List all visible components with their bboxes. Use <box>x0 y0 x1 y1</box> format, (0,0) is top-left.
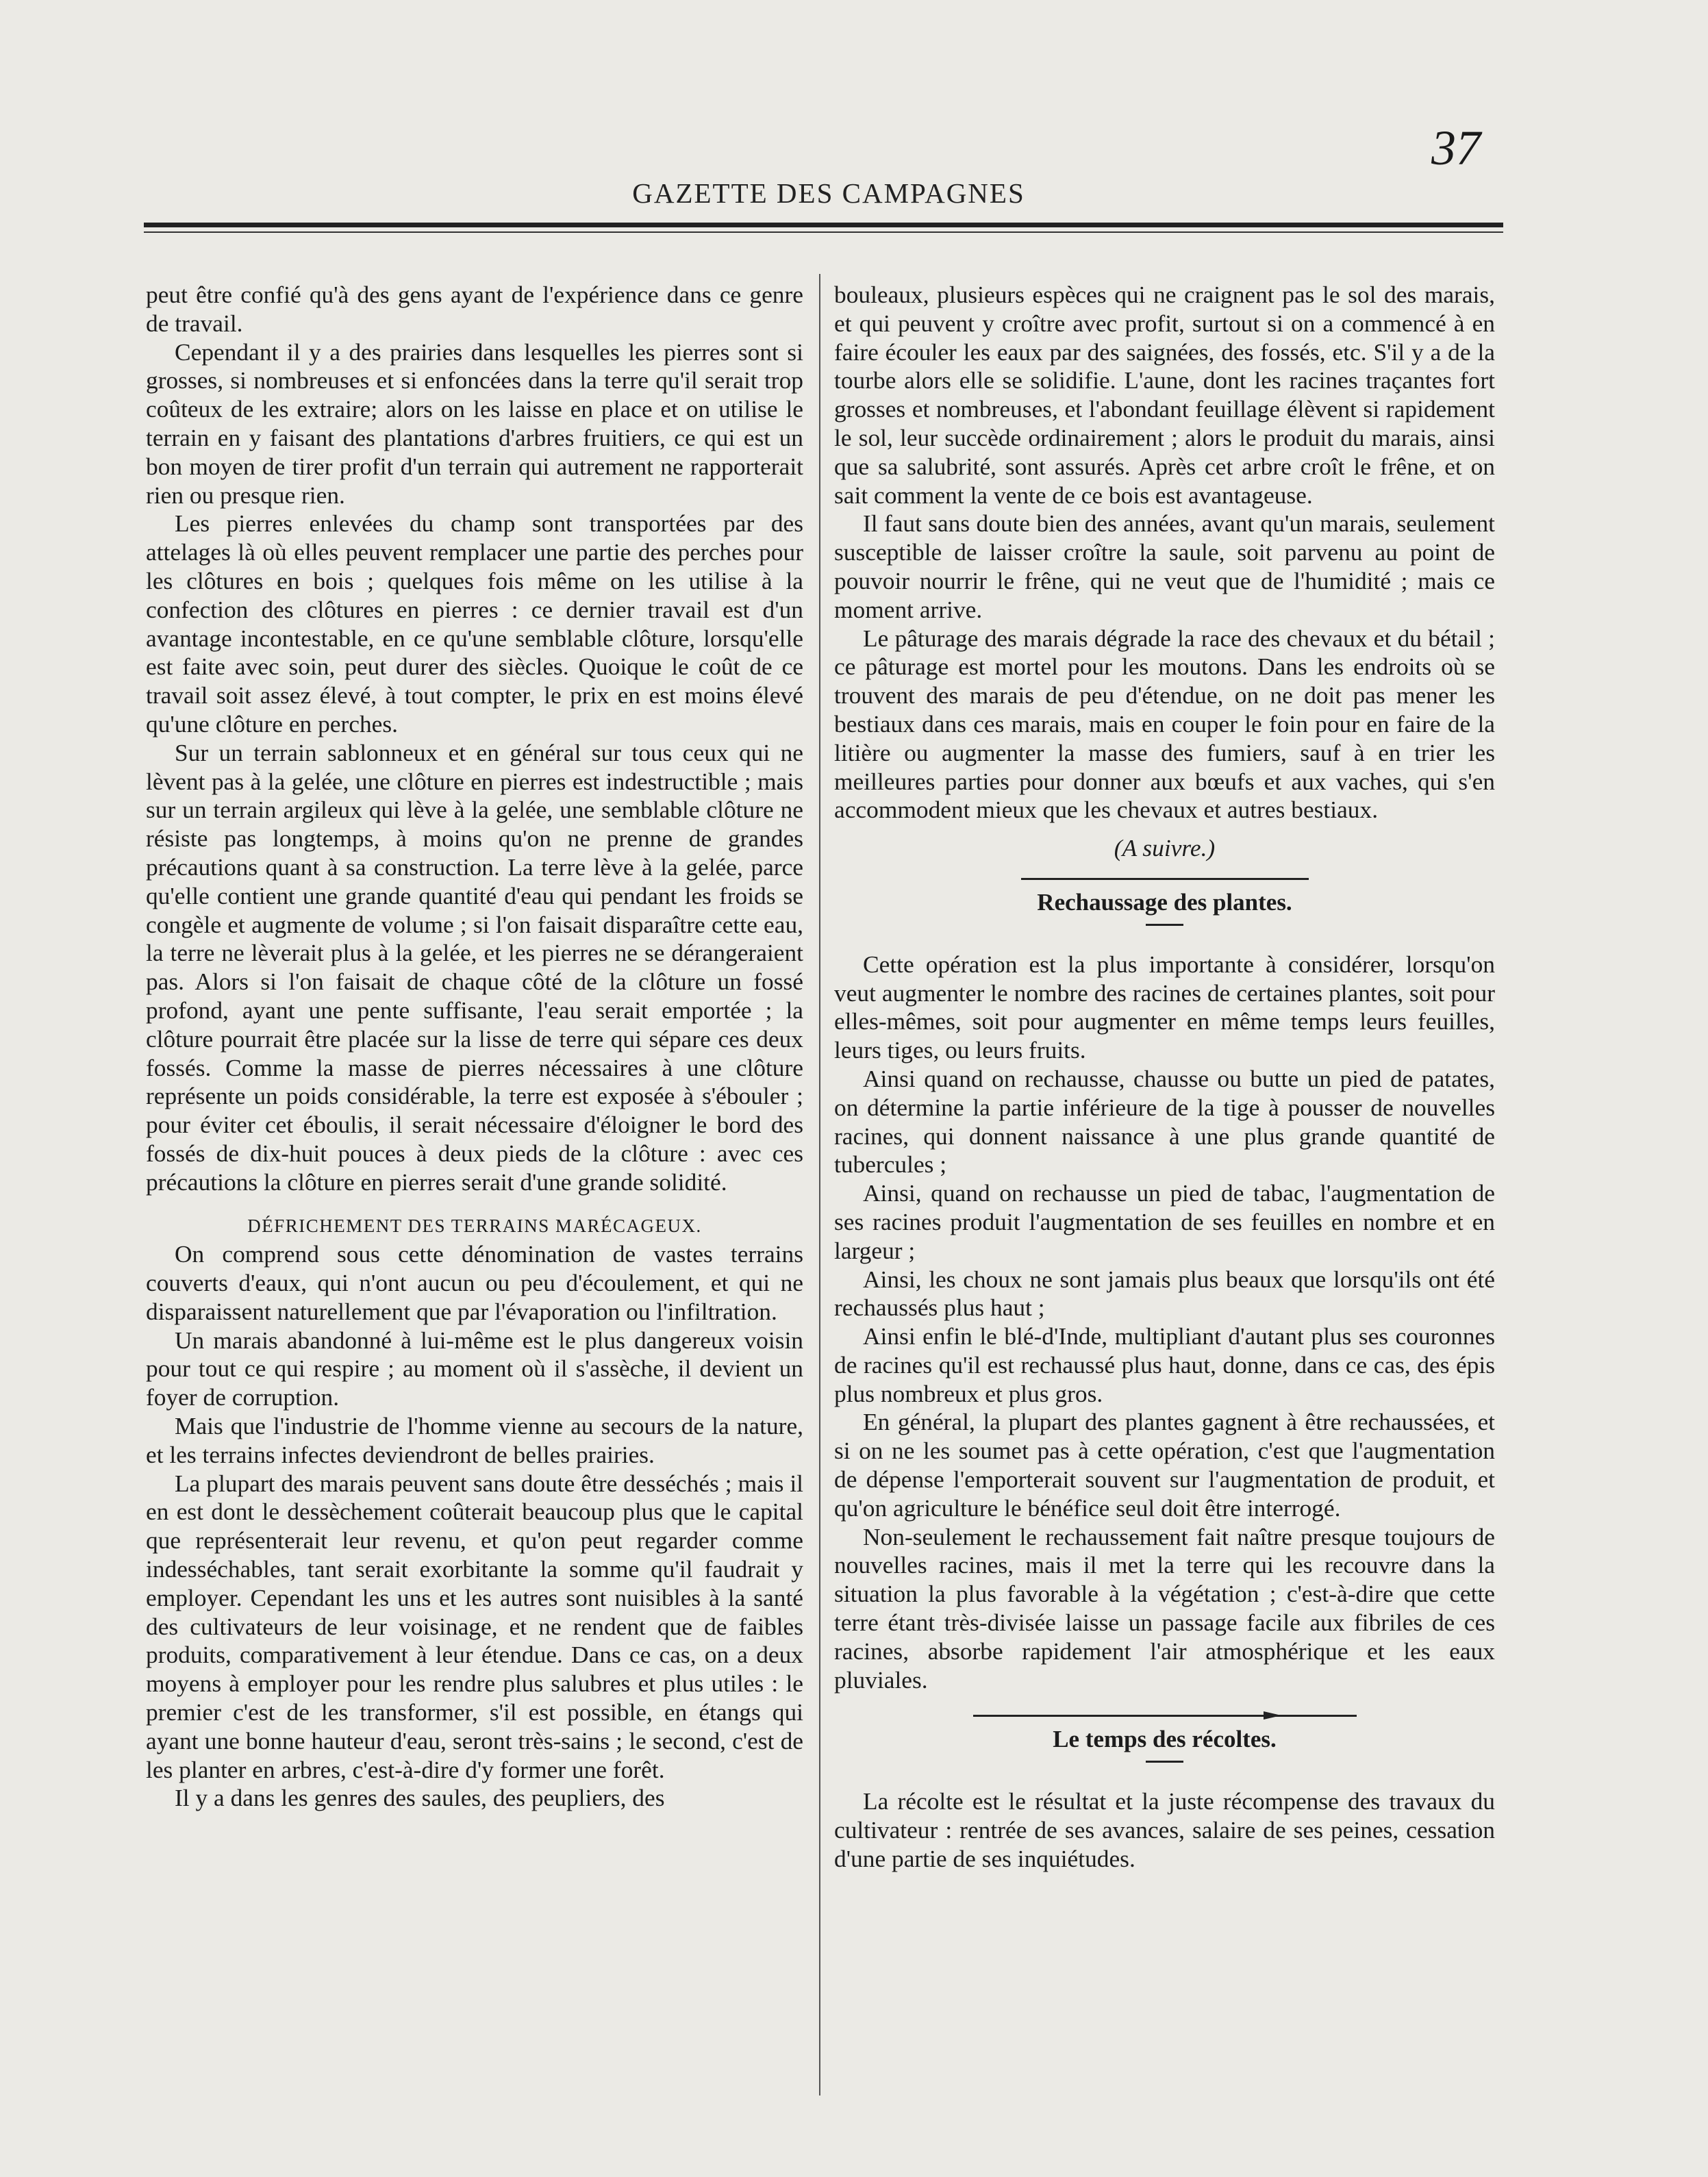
to-be-continued: (A suivre.) <box>1114 834 1216 862</box>
column-divider <box>819 274 820 2096</box>
paragraph: Ainsi enfin le blé-d'Inde, multipliant d'autant plus ses couronnes de racines qu'il est rechaussé plus haut, donne, dans ce cas, des épis plus nombreux et plus gros. <box>834 1322 1495 1407</box>
paragraph: Mais que l'industrie de l'homme vienne au secours de la nature, et les terrains infectes deviendront de belles prairies. <box>146 1412 803 1468</box>
paragraph: La plupart des marais peuvent sans doute être desséchés ; mais il en est dont le dessèchement coûterait beaucoup plus que le capital que représenterait leur revenu, et qu'on peut regarder comme indesséchables, tant serait exorbitante la somme qu'il faudrait y employer. Cependant les uns et les autres sont nuisibles à la santé des cultivateurs de leur voisinage, et ne rendent que de faibles produits, comparativement à leur étendue. Dans ce cas, on a deux moyens à employer pour les rendre plus salubres et plus utiles : le premier c'est de les transformer, s'il est possible, en étangs qui ayant une bonne hauteur d'eau, seront très-sains ; le second, c'est de les planter en arbres, c'est-à-dire d'y former une forêt. <box>146 1469 803 1783</box>
title-dash <box>1146 1761 1183 1763</box>
paragraph: Ainsi quand on rechausse, chausse ou butte un pied de patates, on détermine la partie inférieure de la tige à pousser de nouvelles racines, qui donnent naissance à une plus grande quantité de tubercules ; <box>834 1064 1495 1179</box>
paragraph: Il y a dans les genres des saules, des peupliers, des <box>175 1784 665 1812</box>
paragraph: La récolte est le résultat et la juste récompense des travaux du cultivateur : rentrée de ses avances, salaire de ses peines, cessation d'une partie de ses inquiétudes. <box>834 1787 1495 1872</box>
paragraph: Le pâturage des marais dégrade la race des chevaux et du bétail ; ce pâturage est mortel pour les moutons. Dans les endroits où se trouvent des marais de peu d'étendue, on ne doit pas mener les bestiaux dans ces marais, mais en couper le foin pour en faire de la litière ou augmenter la masse des fumiers, sauf à en trier les meilleures parties pour donner aux bœufs et aux vaches, qui s'en accommodent mieux que les chevaux et autres bestiaux. <box>834 624 1495 824</box>
title-dash <box>1146 924 1183 926</box>
article-title: Le temps des récoltes. <box>1053 1726 1277 1753</box>
separator-rule <box>1021 878 1309 880</box>
page-number: 37 <box>1431 121 1481 175</box>
paragraph: Un marais abandonné à lui-même est le plus dangereux voisin pour tout ce qui respire ; au moment où il s'assèche, il devient un foyer de corruption. <box>146 1326 803 1411</box>
left-column <box>146 281 803 1813</box>
masthead-rule-thick <box>144 223 1503 227</box>
paragraph: Non-seulement le rechaussement fait naître presque toujours de nouvelles racines, mais il met la terre qui les recouvre dans la situation la plus favorable à la végétation ; c'est-à-dire que cette terre étant très-divisée laisse un passage facile aux fibriles de ces racines, absorbe rapidement l'air atmosphérique et les eaux pluviales. <box>834 1522 1495 1694</box>
paragraph: Cependant il y a des prairies dans lesquelles les pierres sont si grosses, si nombreuses et si enfoncées dans la terre qu'il serait trop coûteux de les extraire; alors on les laisse en place et on utilise le terrain en y faisant des plantations d'arbres fruitiers, ce qui est un bon moyen de tirer profit d'un terrain qui autrement ne rapporterait rien ou presque rien. <box>146 338 803 509</box>
paragraph: Les pierres enlevées du champ sont transportées par des attelages là où elles peuvent remplacer une partie des perches pour les clôtures en bois ; quelques fois même on les utilise à la confection des clôtures en pierres : ce dernier travail est d'un avantage incontestable, en ce qu'une semblable clôture, lorsqu'elle est faite avec soin, peut durer des siècles. Quoique le coût de ce travail soit assez élevé, à tout compter, le prix en est moins élevé qu'une clôture en perches. <box>146 509 803 738</box>
paragraph: peut être confié qu'à des gens ayant de l'expérience dans ce genre de travail. <box>146 281 803 337</box>
paragraph: bouleaux, plusieurs espèces qui ne craignent pas le sol des marais, et qui peuvent y croître avec profit, surtout si on a commencé à en faire écouler les eaux par des saignées, des fossés, etc. S'il y a de la tourbe alors elle se solidifie. L'aune, dont les racines traçantes fort grosses et nombreuses, et l'abondant feuillage élèvent si rapidement le sol, leur succède ordinairement ; alors le produit du marais, ainsi que sa salubrité, sont assurés. Après cet arbre croît le frêne, et on sait comment la vente de ce bois est avantageuse. <box>834 281 1495 509</box>
paragraph: Ainsi, les choux ne sont jamais plus beaux que lorsqu'ils ont été rechaussés plus haut ; <box>834 1265 1495 1322</box>
separator-rule <box>973 1715 1357 1717</box>
paragraph: Ainsi, quand on rechausse un pied de tabac, l'augmentation de ses racines produit l'augmentation de ses feuilles en nombre et en largeur ; <box>834 1179 1495 1264</box>
article-title: Rechaussage des plantes. <box>1037 888 1292 916</box>
masthead-title: GAZETTE DES CAMPAGNES <box>632 177 1025 209</box>
section-heading: DÉFRICHEMENT DES TERRAINS MARÉCAGEUX. <box>247 1215 702 1236</box>
paragraph: En général, la plupart des plantes gagnent à être rechaussées, et si on ne les soumet pas à cette opération, c'est que l'augmentation de dépense l'emporterait souvent sur l'augmentation de produit, et qu'on agriculture le bénéfice seul doit être interrogé. <box>834 1408 1495 1522</box>
paragraph: Cette opération est la plus importante à considérer, lorsqu'on veut augmenter le nombre des racines de certaines plantes, soit pour elles-mêmes, soit pour augmenter en même temps leurs feuilles, leurs tiges, ou leurs fruits. <box>834 950 1495 1064</box>
right-column <box>834 281 1495 1874</box>
paragraph: Sur un terrain sablonneux et en général sur tous ceux qui ne lèvent pas à la gelée, une clôture en pierres est indestructible ; mais sur un terrain argileux qui lève à la gelée, une semblable clôture ne résiste pas longtemps, à moins qu'on ne prenne de grandes précautions quant à sa construction. La terre lève à la gelée, parce qu'elle contient une grande quantité d'eau qui pendant les froids se congèle et augmente de volume ; si l'on faisait disparaître cette eau, la terre ne lèverait plus à la gelée, et les pierres ne se dérangeraient pas. Alors si l'on faisait de chaque côté de la clôture un fossé profond, ayant une pente suffisante, l'eau serait emportée ; la clôture pourrait être placée sur la lisse de terre qui sépare ces deux fossés. Comme la masse de pierres nécessaires à une clôture représente un poids considérable, la terre est exposée à s'ébouler ; pour éviter cet éboulis, il serait nécessaire d'éloigner le bord des fossés de dix-huit pouces à deux pieds de la clôture : avec ces précautions la clôture en pierres serait d'une grande solidité. <box>146 738 803 1196</box>
masthead-rule-thin <box>144 231 1503 233</box>
paragraph: On comprend sous cette dénomination de vastes terrains couverts d'eaux, qui n'ont aucun ou peu d'écoulement, et qui ne disparaissent naturellement que par l'évaporation ou l'infiltration. <box>146 1240 803 1325</box>
paragraph: Il faut sans doute bien des années, avant qu'un marais, seulement susceptible de laisser croître la saule, soit parvenu au point de pouvoir nourrir le frêne, qui ne veut que de l'humidité ; mais ce moment arrive. <box>834 509 1495 623</box>
